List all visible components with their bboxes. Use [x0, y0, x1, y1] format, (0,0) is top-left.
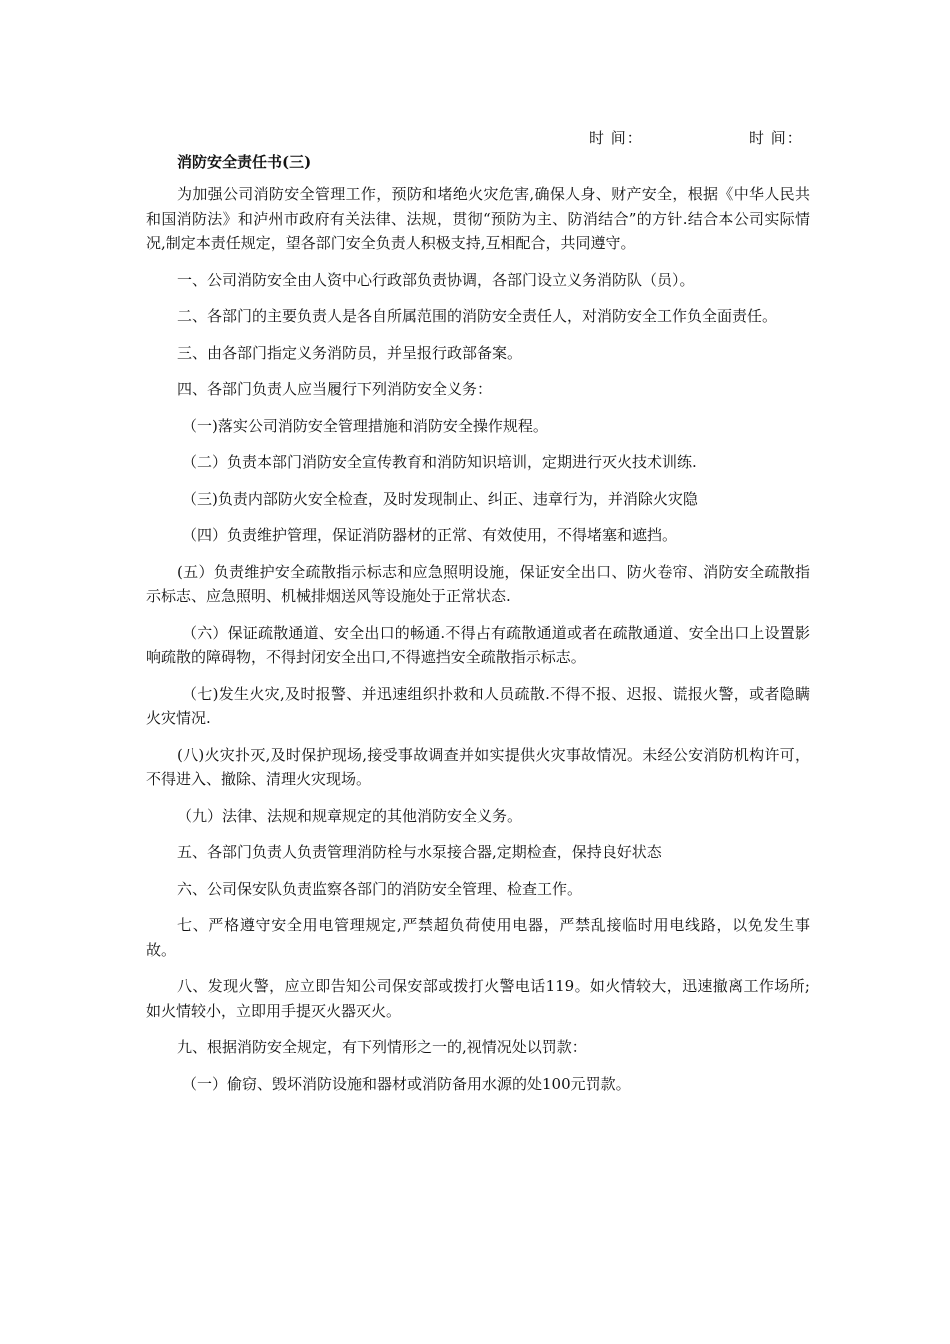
time-label-right: 时 间： — [749, 129, 803, 147]
paragraph-clause-2: 二、各部门的主要负责人是各自所属范围的消防安全责任人，对消防安全工作负全面责任。 — [177, 307, 778, 325]
paragraph-clause-9: 九、根据消防安全规定，有下列情形之一的,视情况处以罚款： — [177, 1038, 587, 1056]
paragraph-intro: 为加强公司消防安全管理工作，预防和堵绝火灾危害,确保人身、财产安全，根据《中华人民共和国消防法》和泸州市政府有关法律、法规，贯彻“预防为主、防消结合”的方针.结合本公司实际情况,制定本责任规定，望各部门安全负责人积极支持,互相配合，共同遵守。 — [146, 185, 810, 252]
paragraph-clause-6: 六、公司保安队负责监察各部门的消防安全管理、检查工作。 — [177, 879, 583, 898]
paragraph-clause-4: 四、各部门负责人应当履行下列消防安全义务： — [177, 380, 493, 398]
paragraph-clause-5: 五、各部门负责人负责管理消防栓与水泵接合器,定期检查，保持良好状态 — [177, 843, 662, 861]
paragraph-subclause-4-6: （六）保证疏散通道、安全出口的畅通.不得占有疏散通道或者在疏散通道、安全出口上设置影响疏散的障碍物，不得封闭安全出口,不得遮挡安全疏散指示标志。 — [146, 623, 810, 666]
paragraph-subclause-4-1: （一)落实公司消防安全管理措施和消防安全操作规程。 — [182, 416, 548, 435]
paragraph-subclause-4-4: （四）负责维护管理，保证消防器材的正常、有效使用，不得堵塞和遮挡。 — [182, 526, 678, 544]
paragraph-clause-1: 一、公司消防安全由人资中心行政部负责协调，各部门设立义务消防队（员）。 — [177, 270, 695, 289]
paragraph-subclause-4-8: (八)火灾扑灭,及时保护现场,接受事故调查并如实提供火灾事故情况。未经公安消防机构许可，不得进入、撤除、清理火灾现场。 — [146, 745, 810, 788]
paragraph-subclause-9-1: （一）偷窃、毁坏消防设施和器材或消防备用水源的处100元罚款。 — [182, 1074, 631, 1093]
paragraph-clause-3: 三、由各部门指定义务消防员，并呈报行政部备案。 — [177, 343, 523, 362]
paragraph-subclause-4-5: (五）负责维护安全疏散指示标志和应急照明设施，保证安全出口、防火卷帘、消防安全疏散指示标志、应急照明、机械排烟送风等设施处于正常状态. — [146, 562, 810, 605]
paragraph-clause-8: 八、发现火警，应立即告知公司保安部或拨打火警电话119。如火情较大，迅速撤离工作场所;如火情较小，立即用手提灭火器灭火。 — [146, 977, 810, 1020]
paragraph-subclause-4-3: （三)负责内部防火安全检查，及时发现制止、纠正、违章行为，并消除火灾隐 — [182, 489, 698, 508]
time-row — [0, 127, 950, 151]
paragraph-clause-7: 七、严格遵守安全用电管理规定,严禁超负荷使用电器，严禁乱接临时用电线路，以免发生事故。 — [146, 916, 810, 959]
paragraph-subclause-4-9: （九）法律、法规和规章规定的其他消防安全义务。 — [177, 806, 523, 825]
paragraph-subclause-4-2: （二）负责本部门消防安全宣传教育和消防知识培训，定期进行灭火技术训练. — [182, 453, 697, 471]
document-title: 消防安全责任书(三) — [177, 153, 312, 171]
time-label-left: 时 间： — [589, 129, 643, 147]
document-body — [146, 182, 810, 1108]
paragraph-subclause-4-7: （七)发生火灾,及时报警、并迅速组织扑救和人员疏散.不得不报、迟报、谎报火警，或者隐瞒火灾情况. — [146, 684, 810, 727]
